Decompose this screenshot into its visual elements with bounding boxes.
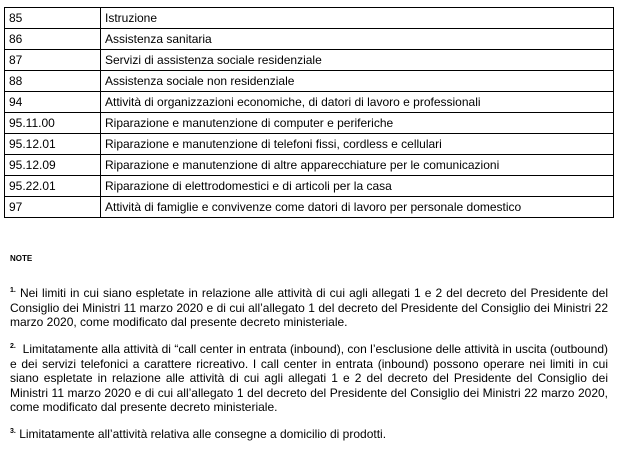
footnote-text: Limitatamente alla attività di “call center in entrata (inbound), con l’esclusione delle attività in uscita (outbound) e dei servizi telefonici a carattere ricreativo. I call center in entrata (inbound) possono operare nei limiti in cui siano espletate in relazione alle attività di cui agli allegati 1 e 2 del decreto del Presidente del Consiglio dei Ministri 11 marzo 2020 e di cui all’allegato 1 del decreto del Presidente del Consiglio dei Ministri 22 marzo 2020, come modificato dal presente decreto ministeriale. [10, 342, 608, 414]
activity-code: 86 [5, 29, 101, 50]
table-row [5, 113, 614, 134]
footnote-2 [10, 342, 608, 415]
table-row [5, 197, 614, 218]
table-row [5, 134, 614, 155]
activity-code: 95.12.01 [5, 134, 101, 155]
activity-code: 85 [5, 8, 101, 29]
activity-description: Assistenza sociale non residenziale [101, 71, 614, 92]
footnote-marker: 1. [10, 287, 16, 294]
activity-code: 94 [5, 92, 101, 113]
table-row [5, 71, 614, 92]
activity-description: Riparazione e manutenzione di altre apparecchiature per le comunicazioni [101, 155, 614, 176]
activity-code: 95.11.00 [5, 113, 101, 134]
activity-description: Attività di famiglie e convivenze come datori di lavoro per personale domestico [101, 197, 614, 218]
table-row [5, 8, 614, 29]
footnote-3 [10, 427, 608, 442]
activity-code: 88 [5, 71, 101, 92]
activity-description: Riparazione e manutenzione di computer e periferiche [101, 113, 614, 134]
footnote-text: Nei limiti in cui siano espletate in relazione alle attività di cui agli allegati 1 e 2 del decreto del Presidente del Consiglio dei Ministri 11 marzo 2020 e di cui all’allegato 1 del decreto del Presidente del Consiglio dei Ministri 22 marzo 2020, come modificato dal presente decreto ministeriale. [10, 286, 608, 329]
activity-description: Riparazione di elettrodomestici e di articoli per la casa [101, 176, 614, 197]
table-row [5, 176, 614, 197]
notes-heading: NOTE [10, 254, 33, 263]
footnote-marker: 3. [10, 428, 16, 435]
activity-code: 95.12.09 [5, 155, 101, 176]
activity-description: Assistenza sanitaria [101, 29, 614, 50]
activity-code: 97 [5, 197, 101, 218]
activity-description: Istruzione [101, 8, 614, 29]
activity-codes-table [4, 7, 614, 218]
table-row [5, 50, 614, 71]
footnote-marker: 2. [10, 343, 16, 350]
table-row [5, 29, 614, 50]
table-row [5, 155, 614, 176]
activity-description: Servizi di assistenza sociale residenziale [101, 50, 614, 71]
activity-code: 95.22.01 [5, 176, 101, 197]
footnote-text: Limitatamente all’attività relativa alle consegne a domicilio di prodotti. [19, 427, 387, 441]
activity-description: Attività di organizzazioni economiche, di datori di lavoro e professionali [101, 92, 614, 113]
table-row [5, 92, 614, 113]
footnote-1 [10, 286, 608, 330]
activity-description: Riparazione e manutenzione di telefoni fissi, cordless e cellulari [101, 134, 614, 155]
activity-code: 87 [5, 50, 101, 71]
